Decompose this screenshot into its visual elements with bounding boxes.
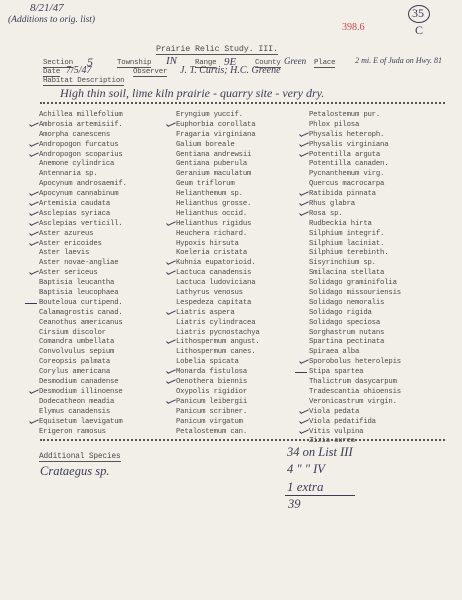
check-mark-icon bbox=[28, 210, 39, 220]
species-entry bbox=[176, 289, 260, 299]
check-mark-icon bbox=[28, 141, 39, 151]
check-mark-icon bbox=[165, 269, 176, 279]
additional-species-label: Additional Species bbox=[39, 453, 121, 461]
species-entry bbox=[39, 319, 127, 329]
species-entry bbox=[176, 378, 260, 388]
species-name: Bouteloua curtipend. bbox=[39, 298, 123, 307]
species-name: Viola pedata bbox=[309, 407, 360, 416]
additions-note: (Additions to orig. list) bbox=[8, 15, 96, 25]
check-mark-icon bbox=[165, 259, 176, 269]
habitat-dotted-line bbox=[40, 102, 445, 104]
check-mark-icon bbox=[298, 428, 309, 438]
species-column-1 bbox=[39, 111, 127, 437]
check-mark-icon bbox=[298, 210, 309, 220]
species-name: Rudbeckia hirta bbox=[309, 219, 372, 228]
species-name: Helianthus grosse. bbox=[176, 200, 252, 209]
species-name: Monarda fistulosa bbox=[176, 368, 248, 377]
species-entry bbox=[309, 111, 401, 121]
species-name: Amorpha canescens bbox=[39, 130, 111, 139]
check-mark-icon bbox=[28, 190, 39, 200]
species-name: Lactuca ludoviciana bbox=[176, 279, 256, 288]
species-entry bbox=[309, 368, 401, 378]
dash-mark-icon bbox=[295, 372, 307, 373]
check-mark-icon bbox=[298, 418, 309, 428]
species-entry bbox=[309, 121, 401, 131]
species-name: Eryngium yuccif. bbox=[176, 111, 243, 119]
species-name: Desmodium canadense bbox=[39, 378, 119, 387]
county-value: Green bbox=[284, 56, 307, 66]
species-entry bbox=[176, 121, 260, 131]
species-entry bbox=[309, 329, 401, 339]
species-name: Panicum virgatum bbox=[176, 417, 243, 426]
species-name: Thalictrum dasycarpum bbox=[309, 378, 397, 387]
species-entry bbox=[176, 279, 260, 289]
species-entry bbox=[309, 180, 401, 190]
species-entry bbox=[176, 170, 260, 180]
species-name: Tradescantia ohioensis bbox=[309, 387, 401, 396]
species-entry bbox=[309, 309, 401, 319]
observer-label: Observer bbox=[133, 68, 168, 76]
county-label: County bbox=[255, 59, 281, 67]
species-name: Anemone cylindrica bbox=[39, 160, 115, 169]
tally-line-2: 4 " " IV bbox=[287, 462, 325, 476]
species-entry bbox=[176, 338, 260, 348]
species-entry bbox=[39, 111, 127, 121]
species-entry bbox=[309, 378, 401, 388]
species-name: Galium boreale bbox=[176, 140, 235, 149]
species-name: Ratibida pinnata bbox=[309, 190, 376, 199]
check-mark-icon bbox=[298, 408, 309, 418]
additional-species-value: Crataegus sp. bbox=[40, 464, 110, 478]
species-entry bbox=[39, 180, 127, 190]
species-entry bbox=[309, 289, 401, 299]
species-entry bbox=[309, 131, 401, 141]
species-name: Quercus macrocarpa bbox=[309, 180, 385, 189]
species-name: Heuchera richard. bbox=[176, 229, 248, 238]
check-mark-icon bbox=[28, 121, 39, 131]
species-entry bbox=[176, 230, 260, 240]
species-name: Aster azureus bbox=[39, 229, 94, 238]
species-name: Gentiana andrewsii bbox=[176, 150, 252, 159]
species-name: Panicum scribner. bbox=[176, 407, 248, 416]
species-entry bbox=[39, 141, 127, 151]
species-entry bbox=[176, 131, 260, 141]
species-name: Physalis heteroph. bbox=[309, 130, 385, 139]
species-name: Veronicastrum virgin. bbox=[309, 397, 397, 406]
species-entry bbox=[309, 230, 401, 240]
species-name: Elymus canadensis bbox=[39, 407, 111, 416]
species-entry bbox=[176, 111, 260, 121]
tally-line-3: 1 extra bbox=[287, 479, 324, 494]
species-entry bbox=[176, 180, 260, 190]
species-entry bbox=[176, 160, 260, 170]
species-entry bbox=[39, 338, 127, 348]
species-entry bbox=[176, 141, 260, 151]
species-name: Lespedeza capitata bbox=[176, 298, 252, 307]
species-entry bbox=[176, 151, 260, 161]
species-name: Potentilla arguta bbox=[309, 150, 381, 159]
species-entry bbox=[176, 190, 260, 200]
species-entry bbox=[309, 418, 401, 428]
check-mark-icon bbox=[165, 220, 176, 230]
species-name: Baptisia leucantha bbox=[39, 279, 115, 288]
page-title: Prairie Relic Study. III. bbox=[156, 44, 278, 54]
species-name: Kuhnia eupatorioid. bbox=[176, 259, 256, 268]
species-entry bbox=[176, 259, 260, 269]
species-name: Calamagrostis canad. bbox=[39, 308, 123, 317]
species-name: Spartina pectinata bbox=[309, 338, 385, 347]
species-name: Andropogon furcatus bbox=[39, 140, 119, 149]
species-name: Aster sericeus bbox=[39, 269, 98, 278]
species-entry bbox=[39, 160, 127, 170]
species-entry bbox=[176, 388, 260, 398]
species-entry bbox=[39, 249, 127, 259]
check-mark-icon bbox=[298, 190, 309, 200]
check-mark-icon bbox=[28, 418, 39, 428]
species-entry bbox=[176, 210, 260, 220]
species-entry bbox=[176, 418, 260, 428]
circled-number-mark bbox=[408, 5, 430, 23]
check-mark-icon bbox=[28, 269, 39, 279]
species-entry bbox=[309, 398, 401, 408]
species-name: Solidago speciosa bbox=[309, 318, 381, 327]
species-name: Helianthus occid. bbox=[176, 209, 248, 218]
species-name: Rosa sp. bbox=[309, 209, 343, 218]
species-name: Euphorbia corollata bbox=[176, 120, 256, 129]
species-name: Asclepias syriaca bbox=[39, 209, 111, 218]
check-mark-icon bbox=[165, 368, 176, 378]
separator-dotted-line bbox=[40, 439, 445, 441]
species-entry bbox=[309, 338, 401, 348]
check-mark-icon bbox=[165, 378, 176, 388]
species-name: Asclepias verticill. bbox=[39, 219, 123, 228]
species-name: Phlox pilosa bbox=[309, 120, 360, 129]
check-mark-icon bbox=[298, 200, 309, 210]
species-entry bbox=[309, 319, 401, 329]
species-name: Smilacina stellata bbox=[309, 269, 385, 278]
place-value: 2 mi. E of Juda on Hwy. 81 bbox=[355, 56, 442, 65]
species-entry bbox=[39, 408, 127, 418]
species-name: Aster ericoides bbox=[39, 239, 102, 248]
species-entry bbox=[176, 368, 260, 378]
check-mark-icon bbox=[28, 388, 39, 398]
species-name: Dodecatheon meadia bbox=[39, 397, 115, 406]
species-name: Liatris cylindracea bbox=[176, 318, 256, 327]
species-entry bbox=[39, 151, 127, 161]
species-name: Achillea millefolium bbox=[39, 111, 123, 119]
habitat-label: Habitat Description bbox=[43, 77, 125, 85]
species-name: Apocynum androsaemif. bbox=[39, 180, 127, 189]
species-name: Lobelia spicata bbox=[176, 358, 239, 367]
check-mark-icon bbox=[298, 131, 309, 141]
species-entry bbox=[309, 299, 401, 309]
species-entry bbox=[39, 131, 127, 141]
species-name: Lithospermum canes. bbox=[176, 348, 256, 357]
species-name: Gentiana puberula bbox=[176, 160, 248, 169]
species-entry bbox=[39, 230, 127, 240]
species-name: Liatris pycnostachya bbox=[176, 328, 260, 337]
place-label: Place bbox=[314, 59, 336, 67]
check-mark-icon bbox=[165, 309, 176, 319]
species-name: Sisyrinchium sp. bbox=[309, 259, 376, 268]
species-entry bbox=[309, 348, 401, 358]
date-value: 7/5/47 bbox=[66, 65, 92, 76]
species-entry bbox=[176, 408, 260, 418]
species-entry bbox=[39, 398, 127, 408]
species-entry bbox=[176, 329, 260, 339]
species-entry bbox=[176, 220, 260, 230]
species-name: Hypoxis hirsuta bbox=[176, 239, 239, 248]
species-entry bbox=[39, 279, 127, 289]
species-name: Viola pedatifida bbox=[309, 417, 376, 426]
species-name: Artemisia caudata bbox=[39, 200, 111, 209]
species-name: Equisetum laevigatum bbox=[39, 417, 123, 426]
species-name: Solidago nemoralis bbox=[309, 298, 385, 307]
township-label: Township bbox=[117, 59, 152, 67]
species-entry bbox=[39, 200, 127, 210]
species-entry bbox=[309, 200, 401, 210]
check-mark-icon bbox=[165, 398, 176, 408]
tally-rule bbox=[285, 495, 355, 496]
species-name: Oxypolis rigidior bbox=[176, 387, 248, 396]
species-name: Convolvulus sepium bbox=[39, 348, 115, 357]
check-mark-icon bbox=[165, 338, 176, 348]
section-label: Section bbox=[43, 59, 73, 67]
species-name: Potentilla canaden. bbox=[309, 160, 389, 169]
species-name: Oenothera biennis bbox=[176, 378, 248, 387]
species-name: Andropogon scoparius bbox=[39, 150, 123, 159]
species-entry bbox=[309, 151, 401, 161]
species-entry bbox=[176, 200, 260, 210]
species-name: Ceanothus americanus bbox=[39, 318, 123, 327]
species-entry bbox=[309, 358, 401, 368]
species-entry bbox=[39, 210, 127, 220]
species-entry bbox=[309, 388, 401, 398]
species-entry bbox=[176, 309, 260, 319]
species-name: Aster laevis bbox=[39, 249, 90, 258]
species-entry bbox=[39, 428, 127, 438]
species-entry bbox=[176, 319, 260, 329]
species-entry bbox=[309, 408, 401, 418]
check-mark-icon bbox=[298, 358, 309, 368]
species-name: Lithospermum angust. bbox=[176, 338, 260, 347]
red-catalogue-number: 398.6 bbox=[342, 22, 365, 33]
species-name: Zizia aurea bbox=[309, 437, 355, 446]
species-entry bbox=[39, 190, 127, 200]
species-entry bbox=[39, 240, 127, 250]
species-entry bbox=[176, 299, 260, 309]
range-label: Range bbox=[195, 59, 217, 67]
species-entry bbox=[309, 249, 401, 259]
species-entry bbox=[176, 249, 260, 259]
species-entry bbox=[309, 428, 401, 438]
species-name: Petalostemum pur. bbox=[309, 111, 381, 119]
check-mark-icon bbox=[28, 230, 39, 240]
species-name: Coreopsis palmata bbox=[39, 358, 111, 367]
species-entry bbox=[309, 220, 401, 230]
handwritten-date: 8/21/47 bbox=[30, 2, 64, 14]
species-entry bbox=[176, 348, 260, 358]
species-name: Fragaria virginiana bbox=[176, 130, 256, 139]
dash-mark-icon bbox=[25, 303, 37, 304]
species-entry bbox=[176, 358, 260, 368]
circled-number: 35 bbox=[412, 6, 424, 20]
species-name: Lathyrus venosus bbox=[176, 289, 243, 298]
check-mark-icon bbox=[298, 141, 309, 151]
check-mark-icon bbox=[298, 151, 309, 161]
species-entry bbox=[176, 398, 260, 408]
species-name: Spiraea alba bbox=[309, 348, 360, 357]
species-name: Comandra umbellata bbox=[39, 338, 115, 347]
species-name: Koeleria cristata bbox=[176, 249, 248, 258]
check-mark-icon bbox=[28, 200, 39, 210]
species-name: Silphium integrif. bbox=[309, 229, 385, 238]
species-name: Solidago graminifolia bbox=[309, 279, 397, 288]
species-name: Corylus americana bbox=[39, 368, 111, 377]
species-entry bbox=[309, 160, 401, 170]
species-name: Aster novae-angliae bbox=[39, 259, 119, 268]
species-entry bbox=[39, 358, 127, 368]
species-name: Erigeron ramosus bbox=[39, 427, 106, 436]
check-mark-icon bbox=[28, 151, 39, 161]
species-entry bbox=[39, 378, 127, 388]
species-name: Petalostemum can. bbox=[176, 427, 248, 436]
species-name: Baptisia leucophaea bbox=[39, 289, 119, 298]
species-name: Physalis virginiana bbox=[309, 140, 389, 149]
species-entry bbox=[39, 348, 127, 358]
range-value: 9E bbox=[224, 56, 237, 68]
species-entry bbox=[309, 240, 401, 250]
species-name: Sorghastrum nutans bbox=[309, 328, 385, 337]
species-entry bbox=[176, 269, 260, 279]
observer-value: J. T. Curtis; H.C. Greene bbox=[180, 65, 281, 76]
species-entry bbox=[39, 309, 127, 319]
species-entry bbox=[39, 269, 127, 279]
species-entry bbox=[39, 259, 127, 269]
tally-total: 39 bbox=[288, 497, 301, 511]
species-name: Helianthemum sp. bbox=[176, 190, 243, 199]
species-entry bbox=[176, 240, 260, 250]
tally-line-1: 34 on List III bbox=[287, 445, 353, 459]
species-entry bbox=[309, 269, 401, 279]
circled-letter: C bbox=[415, 23, 424, 37]
township-value: IN bbox=[166, 55, 177, 67]
species-entry bbox=[309, 170, 401, 180]
species-name: Geum triflorum bbox=[176, 180, 235, 189]
species-entry bbox=[309, 259, 401, 269]
species-entry bbox=[39, 289, 127, 299]
species-name: Solidago rigida bbox=[309, 308, 372, 317]
species-name: Cirsium discolor bbox=[39, 328, 106, 337]
section-value: 5 bbox=[87, 55, 93, 69]
species-name: Helianthus rigidus bbox=[176, 219, 252, 228]
species-entry bbox=[39, 368, 127, 378]
species-column-2 bbox=[176, 111, 260, 437]
species-name: Panicum leibergii bbox=[176, 397, 248, 406]
species-entry bbox=[176, 428, 260, 438]
species-name: Lactuca canadensis bbox=[176, 269, 252, 278]
check-mark-icon bbox=[28, 220, 39, 230]
habitat-value: High thin soil, lime kiln prairie - quarry site - very dry. bbox=[60, 86, 325, 100]
check-mark-icon bbox=[28, 240, 39, 250]
species-name: Geranium maculatum bbox=[176, 170, 252, 179]
species-entry bbox=[309, 279, 401, 289]
species-name: Silphium laciniat. bbox=[309, 239, 385, 248]
date-label: Date bbox=[43, 68, 61, 76]
species-entry bbox=[39, 220, 127, 230]
species-column-3 bbox=[309, 111, 401, 447]
species-name: Stipa spartea bbox=[309, 368, 364, 377]
species-name: Desmodium illinoense bbox=[39, 387, 123, 396]
species-name: Solidago missouriensis bbox=[309, 289, 401, 298]
species-entry bbox=[39, 329, 127, 339]
species-entry bbox=[39, 121, 127, 131]
species-name: Apocynum cannabinum bbox=[39, 190, 119, 199]
species-entry bbox=[309, 210, 401, 220]
check-mark-icon bbox=[165, 121, 176, 131]
species-name: Antennaria sp. bbox=[39, 170, 98, 179]
species-name: Ambrosia artemisiif. bbox=[39, 120, 123, 129]
species-entry bbox=[39, 170, 127, 180]
species-entry bbox=[39, 418, 127, 428]
species-name: Liatris aspera bbox=[176, 308, 235, 317]
species-name: Silphium terebinth. bbox=[309, 249, 389, 258]
species-entry bbox=[309, 190, 401, 200]
species-name: Vitis vulpina bbox=[309, 427, 364, 436]
species-name: Sporobolus heterolepis bbox=[309, 358, 401, 367]
species-name: Rhus glabra bbox=[309, 200, 355, 209]
species-name: Pycnanthemum virg. bbox=[309, 170, 385, 179]
species-entry bbox=[39, 388, 127, 398]
species-entry bbox=[309, 141, 401, 151]
species-entry bbox=[39, 299, 127, 309]
